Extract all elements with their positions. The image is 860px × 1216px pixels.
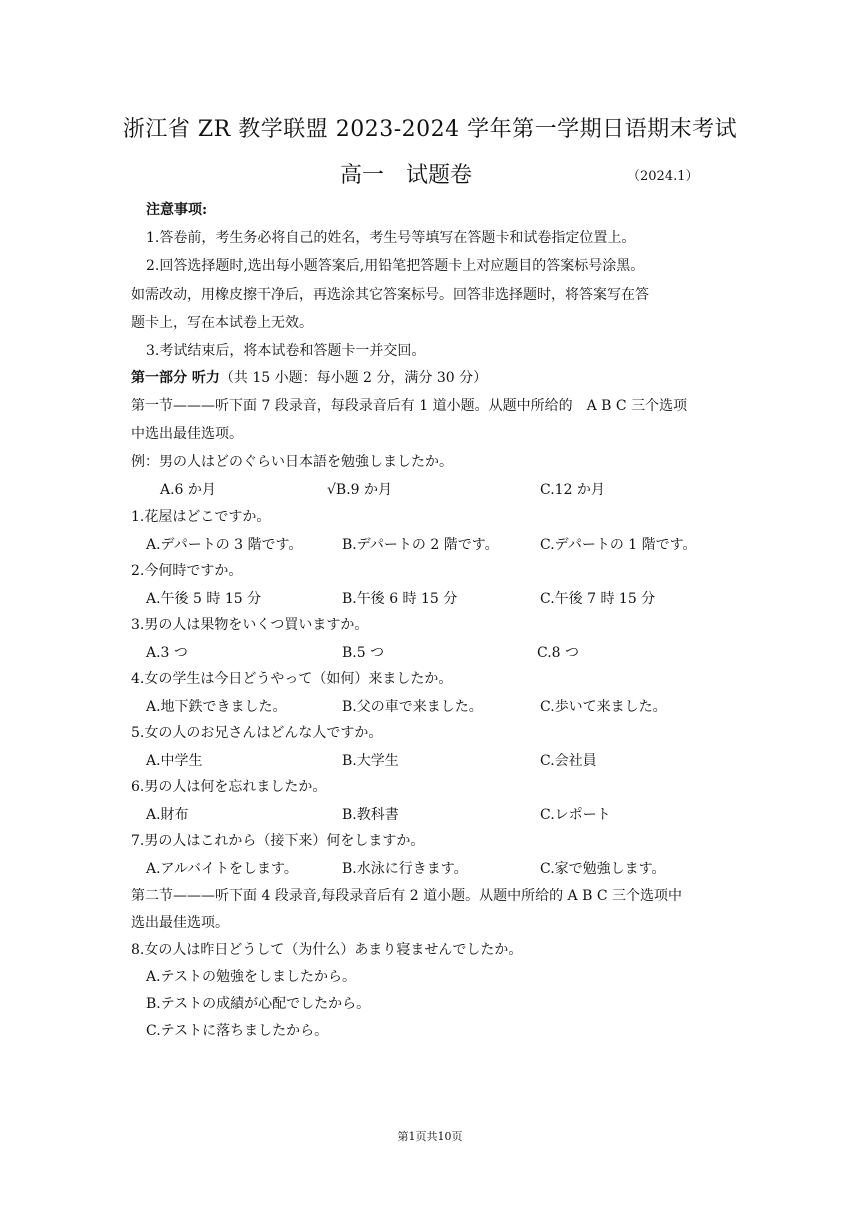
option-b: B.水泳に行きます。 <box>342 861 468 877</box>
page-number: 第1页共10页 <box>397 1130 463 1143</box>
option-c: C.レポート <box>540 807 611 823</box>
question-text: 4.女の学生は今日どうやって（如何）来ましたか。 <box>131 671 453 687</box>
option-b: B.父の車で来ました。 <box>342 699 483 715</box>
exam-title: 浙江省 ZR 教学联盟 2023-2024 学年第一学期日语期末考试 <box>122 117 738 142</box>
exam-date: （2024.1） <box>627 169 699 184</box>
option-a: A.地下鉄できました。 <box>146 699 287 715</box>
part1-heading-bold: 第一部分 听力 <box>131 370 220 386</box>
question-text: 6.男の人は何を忘れましたか。 <box>131 779 327 795</box>
example-option-c: C.12 か月 <box>540 482 605 498</box>
part1-heading <box>131 369 487 387</box>
notice-item: 如需改动，用橡皮擦干净后，再选涂其它答案标号。回答非选择题时，将答案写在答 <box>131 287 649 303</box>
option-a: A.3 つ <box>146 645 188 661</box>
question-text: 2.今何時ですか。 <box>131 563 243 579</box>
question-text: 1.花屋はどこですか。 <box>131 509 271 525</box>
section1-instruction: 中选出最佳选项。 <box>131 426 243 442</box>
option-b: B.午後 6 時 15 分 <box>342 591 458 607</box>
notice-heading: 注意事项: <box>146 202 208 218</box>
option-b: B.テストの成績が心配でしたから。 <box>146 996 371 1012</box>
section2-instruction: 选出最佳选项。 <box>131 915 229 931</box>
option-b: B.5 つ <box>342 645 385 661</box>
example-option-a: A.6 か月 <box>160 482 216 498</box>
option-a: A.中学生 <box>146 753 203 769</box>
part1-heading-rest: （共 15 小题：每小题 2 分，满分 30 分） <box>219 370 488 386</box>
example-option-b: √B.9 か月 <box>327 482 393 498</box>
notice-item: 3.考试结束后，将本试卷和答题卡一并交回。 <box>146 343 426 359</box>
question-text: 3.男の人は果物をいくつ買いますか。 <box>131 617 369 633</box>
option-a: A.午後 5 時 15 分 <box>146 591 262 607</box>
option-c: C.午後 7 時 15 分 <box>540 591 656 607</box>
option-c: C.デパートの 1 階です。 <box>540 537 697 553</box>
notice-item: 题卡上，写在本试卷上无效。 <box>131 315 313 331</box>
option-c: C.家で勉強します。 <box>540 861 666 877</box>
notice-item: 2.回答选择题时,选出每小题答案后,用铅笔把答题卡上对应题目的答案标号涂黑。 <box>146 258 645 274</box>
option-a: A.アルバイトをします。 <box>146 861 298 877</box>
option-b: B.大学生 <box>342 753 399 769</box>
notice-item: 1.答卷前，考生务必将自己的姓名，考生号等填写在答题卡和试卷指定位置上。 <box>146 230 636 246</box>
option-a: A.財布 <box>146 807 189 823</box>
question-text: 8.女の人は昨日どうして（为什么）あまり寝ませんでしたか。 <box>131 942 523 958</box>
option-a: A.デパートの 3 階です。 <box>146 537 303 553</box>
option-c: C.歩いて来ました。 <box>540 699 667 715</box>
option-b: B.デパートの 2 階です。 <box>342 537 499 553</box>
option-c: C.会社員 <box>540 753 597 769</box>
exam-subtitle: 高一 试题卷 <box>340 163 473 188</box>
example-question: 例：男の人はどのぐらい日本語を勉強しましたか。 <box>131 454 453 470</box>
question-text: 7.男の人はこれから（接下来）何をしますか。 <box>131 833 425 849</box>
question-text: 5.女の人のお兄さんはどんな人ですか。 <box>131 725 383 741</box>
option-c: C.テストに落ちましたから。 <box>146 1023 329 1039</box>
option-c: C.8 つ <box>537 645 580 661</box>
section2-instruction: 第二节———听下面 4 段录音,每段录音后有 2 道小题。从题中所给的 A B C 三个选项中 <box>131 888 682 904</box>
section1-instruction: 第一节———听下面 7 段录音，每段录音后有 1 道小题。从题中所给的 A B C 三个选项 <box>131 398 688 414</box>
option-a: A.テストの勉強をしましたから。 <box>146 969 356 985</box>
option-b: B.教科書 <box>342 807 399 823</box>
